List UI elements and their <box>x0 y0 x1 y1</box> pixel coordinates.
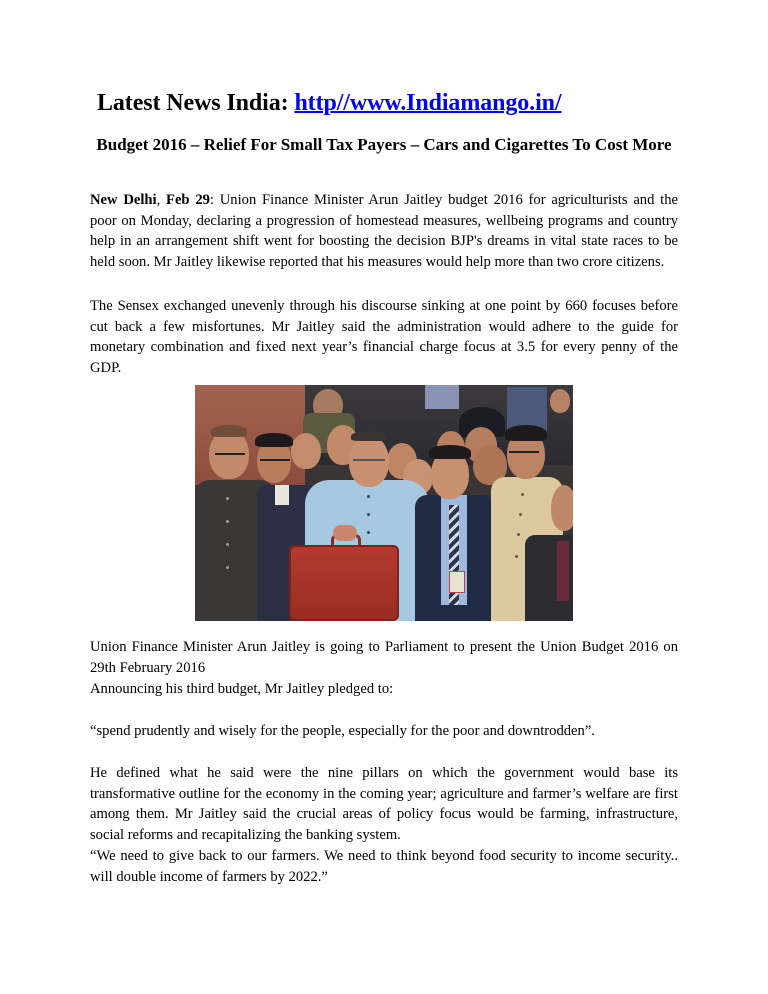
photo-button <box>519 513 522 516</box>
photo-main-person-head <box>349 435 389 487</box>
photo-glasses <box>215 453 245 455</box>
photo-button <box>515 555 518 558</box>
photo-hair <box>351 431 387 441</box>
site-title <box>97 88 561 118</box>
photo-button <box>367 513 370 516</box>
photo-hair <box>255 433 293 447</box>
photo-caption: Union Finance Minister Arun Jaitley is going to Parliament to present the Union Budget 2016 on 29th February 2016 <box>90 639 678 676</box>
dateline-separator: , <box>156 192 167 208</box>
article-paragraph-pillars: He defined what he said were the nine pillars on which the government would base its transformative outline for the economy in the coming year; agriculture and farmer’s welfare are first among them. Mr Jaitley said the crucial areas of policy focus would be farming, infrastructure, social reforms and recapitalizing the banking system. <box>90 765 678 843</box>
article-photo <box>195 385 573 621</box>
dateline-place: New Delhi <box>90 192 157 208</box>
photo-button <box>367 495 370 498</box>
photo-button <box>226 543 229 546</box>
photo-hair <box>505 425 547 441</box>
photo-button <box>226 566 229 569</box>
photo-person <box>551 485 573 531</box>
article-paragraph-intro <box>90 190 678 272</box>
photo-person <box>550 389 570 413</box>
photo-glasses <box>509 451 539 453</box>
intro-body: : Union Finance Minister Arun Jaitley budget 2016 for agriculturists and the poor on Monday, declaring a progression of homestead measures, wellbeing programs and country help in an arrangement shift went for boosting the decision BJP's dreams in vital state races to be held soon. Mr Jaitley likewise reported that his measures would help more than two crore citizens. <box>90 192 679 270</box>
photo-button <box>226 497 229 500</box>
photo-id-card <box>449 571 465 593</box>
photo-button <box>226 520 229 523</box>
photo-button <box>367 531 370 534</box>
article-quote-pledge: “spend prudently and wisely for the people, especially for the poor and downtrodden”. <box>90 723 595 739</box>
article-headline: Budget 2016 – Relief For Small Tax Payers – Cars and Cigarettes To Cost More <box>96 135 672 154</box>
dateline-date: Feb 29 <box>166 192 210 208</box>
photo-button <box>517 533 520 536</box>
photo-hair <box>429 445 471 459</box>
article-quote-farmers: “We need to give back to our farmers. We need to think beyond food security to income security.. will double income of farmers by 2022.” <box>90 848 678 885</box>
photo-shirt <box>275 485 289 505</box>
photo-hand <box>333 525 357 541</box>
photo-button <box>521 493 524 496</box>
photo-glasses <box>353 459 385 461</box>
site-link[interactable]: http//www.Indiamango.in/ <box>294 90 562 116</box>
photo-person <box>291 433 321 469</box>
red-briefcase-icon <box>289 545 399 621</box>
photo-glasses <box>260 459 290 461</box>
article-paragraph-sensex: The Sensex exchanged unevenly through his discourse sinking at one point by 660 focuses before cut back a few misfortunes. Mr Jaitley said the administration would adhere to the guide for monetary combination and fixed next year’s financial charge focus at 3.5 for every penny of the GDP. <box>90 298 678 376</box>
photo-person-body <box>425 385 459 409</box>
site-label: Latest News India: <box>97 90 295 116</box>
article-paragraph-announcing: Announcing his third budget, Mr Jaitley pledged to: <box>90 681 394 697</box>
photo-tie <box>557 541 569 601</box>
photo-hair <box>211 425 247 437</box>
